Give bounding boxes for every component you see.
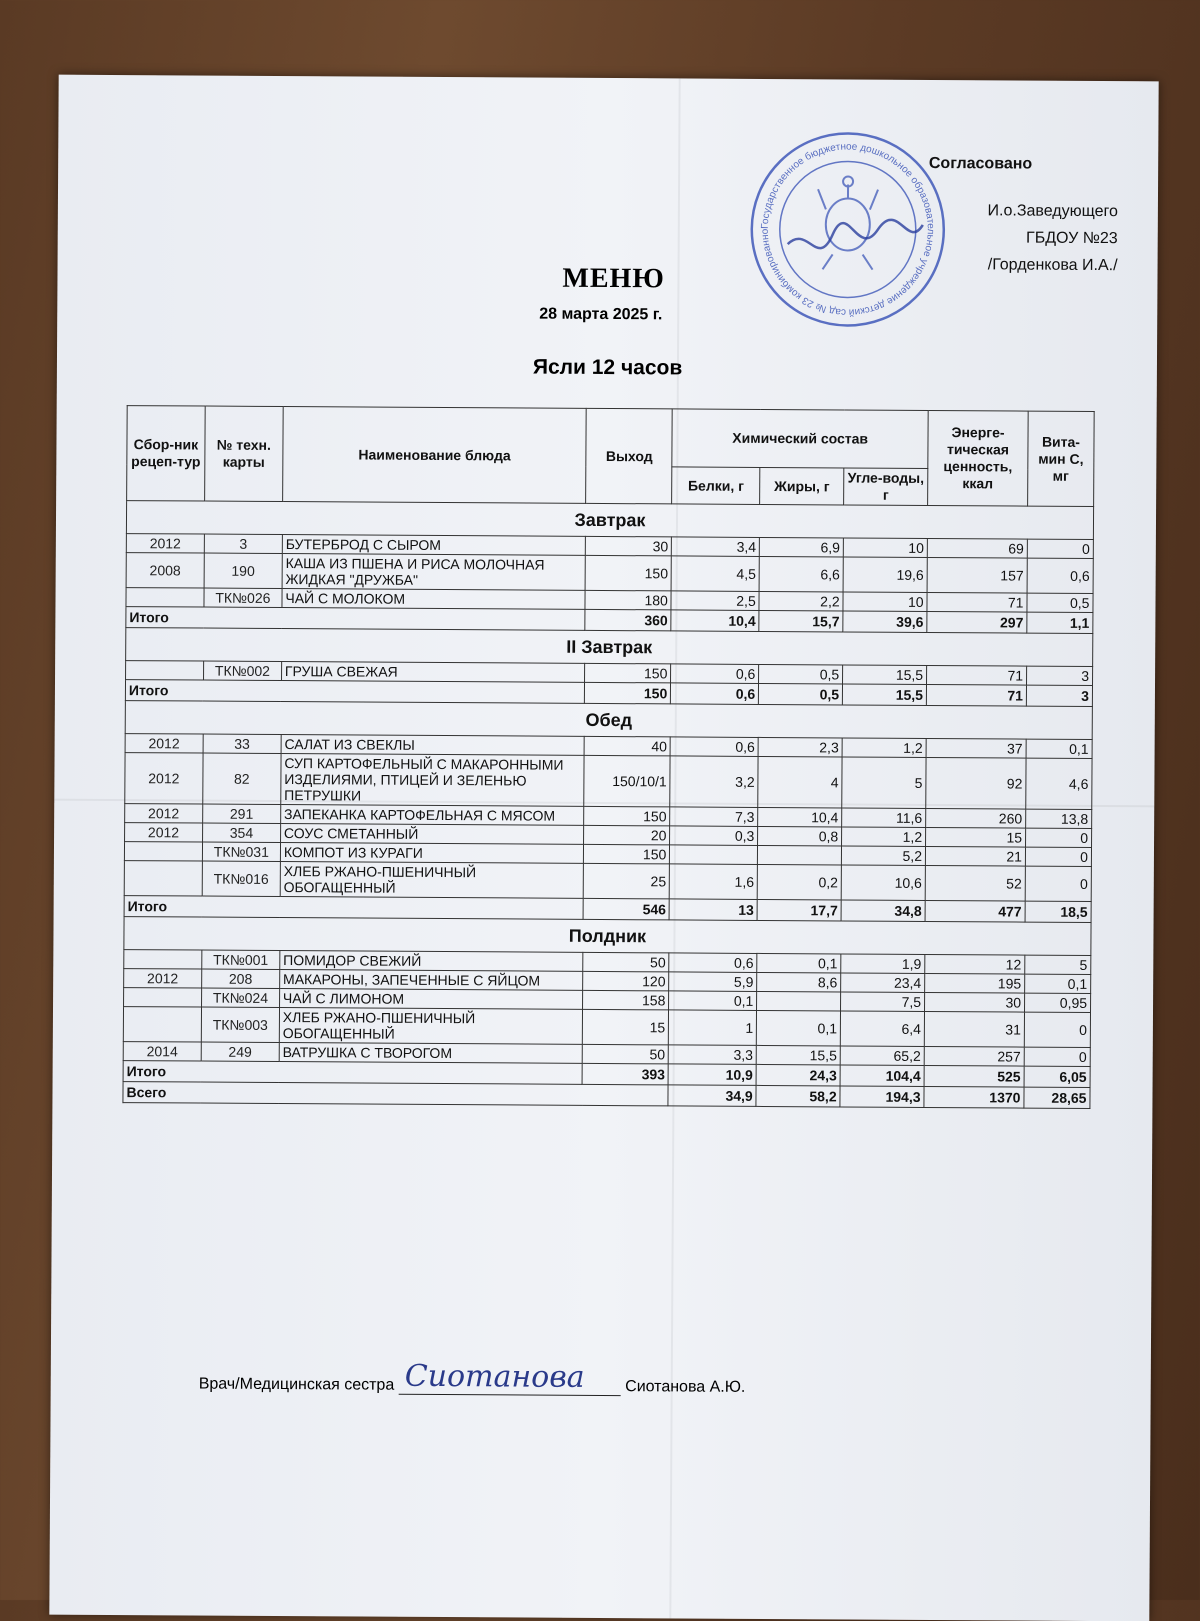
menu-table <box>122 405 1094 1109</box>
cell-card: 33 <box>203 734 281 753</box>
cell-collection: 2012 <box>124 969 202 988</box>
cell-carbs: 6,4 <box>840 1011 924 1047</box>
cell-carbs: 23,4 <box>841 973 925 993</box>
cell-vitamin-c: 0,6 <box>1027 558 1093 593</box>
total-label: Итого <box>125 680 585 704</box>
cell-carbs: 1,2 <box>842 738 926 758</box>
cell-yield: 50 <box>583 1044 669 1064</box>
cell-carbs: 65,2 <box>840 1046 924 1066</box>
cell-yield: 150 <box>585 663 671 683</box>
cell-energy: 260 <box>926 808 1026 828</box>
cell-energy: 15 <box>926 827 1026 847</box>
cell-yield: 150 <box>584 806 670 826</box>
cell-fat: 6,6 <box>759 556 843 592</box>
total-label: Итого <box>123 1061 583 1085</box>
total-vitamin-c: 18,5 <box>1025 901 1091 922</box>
cell-card: 208 <box>202 969 280 988</box>
cell-energy: 30 <box>925 992 1025 1012</box>
cell-carbs: 1,2 <box>842 827 926 847</box>
header-dish: Наименование блюда <box>282 407 586 504</box>
cell-vitamin-c: 4,6 <box>1026 758 1092 809</box>
section-title: Завтрак <box>126 501 1093 540</box>
table-row <box>126 553 1093 594</box>
cell-carbs: 10,6 <box>841 865 925 901</box>
cell-energy: 257 <box>924 1046 1024 1066</box>
cell-fat: 0,1 <box>757 953 841 973</box>
cell-card: ТК№031 <box>202 842 280 861</box>
cell-collection <box>126 588 204 607</box>
cell-energy: 52 <box>925 865 1025 901</box>
cell-fat: 15,5 <box>756 1045 840 1065</box>
total-energy: 71 <box>926 684 1026 706</box>
cell-protein: 3,2 <box>670 756 758 808</box>
section-title: Полдник <box>124 917 1091 956</box>
approval-name: /Горденкова И.А./ <box>987 256 1118 275</box>
cell-dish: ВАТРУШКА С ТВОРОГОМ <box>279 1043 583 1064</box>
cell-protein: 0,1 <box>669 991 757 1011</box>
cell-energy: 195 <box>925 973 1025 993</box>
grand-total-carbs: 194,3 <box>840 1086 924 1108</box>
header-energy: Энерге-тическая ценность, ккал <box>928 410 1029 506</box>
cell-card: 3 <box>204 534 282 553</box>
cell-vitamin-c: 13,8 <box>1026 809 1092 828</box>
cell-vitamin-c: 0,95 <box>1025 993 1091 1012</box>
grand-total-vitamin-c: 28,65 <box>1024 1087 1090 1108</box>
cell-fat: 0,1 <box>757 1010 841 1046</box>
total-yield: 150 <box>585 682 671 704</box>
signature-role: Врач/Медицинская сестра <box>198 1375 395 1394</box>
cell-fat: 2,2 <box>759 591 843 611</box>
total-carbs: 104,4 <box>840 1065 924 1087</box>
cell-collection <box>124 950 202 969</box>
cell-dish: ХЛЕБ РЖАНО-ПШЕНИЧНЫЙ ОБОГАЩЕННЫЙ <box>280 862 584 899</box>
cell-yield: 180 <box>585 590 671 610</box>
total-energy: 477 <box>925 900 1025 922</box>
total-carbs: 39,6 <box>843 611 927 633</box>
table-row <box>123 1007 1090 1048</box>
cell-energy: 31 <box>924 1011 1024 1047</box>
grand-total-energy: 1370 <box>924 1086 1024 1108</box>
cell-fat: 2,3 <box>758 737 842 757</box>
cell-protein: 5,9 <box>669 972 757 992</box>
cell-dish: ГРУША СВЕЖАЯ <box>281 662 585 683</box>
cell-vitamin-c: 3 <box>1027 666 1093 685</box>
signature-block <box>198 1358 959 1399</box>
total-fat: 15,7 <box>759 610 843 632</box>
cell-carbs: 10 <box>843 592 927 612</box>
total-fat: 24,3 <box>756 1064 840 1086</box>
approval-agreed: Согласовано <box>928 154 1033 173</box>
cell-yield: 50 <box>583 952 669 972</box>
header-collection: Сбор-ник рецеп-тур <box>127 406 206 501</box>
cell-protein: 1 <box>669 1010 757 1046</box>
cell-fat: 4 <box>758 756 842 808</box>
cell-energy: 21 <box>925 846 1025 866</box>
cell-carbs: 19,6 <box>843 557 927 593</box>
total-label: Итого <box>124 896 584 920</box>
cell-fat: 8,6 <box>757 972 841 992</box>
svg-text:Сиотанова: Сиотанова <box>404 1358 585 1395</box>
total-carbs: 34,8 <box>841 900 925 922</box>
cell-energy: 12 <box>925 954 1025 974</box>
cell-vitamin-c: 0 <box>1025 847 1091 866</box>
cell-vitamin-c: 0 <box>1025 866 1091 901</box>
cell-collection <box>124 988 202 1007</box>
section-title: Обед <box>125 701 1092 740</box>
cell-vitamin-c: 0,5 <box>1027 593 1093 612</box>
cell-yield: 40 <box>584 736 670 756</box>
cell-card: 291 <box>203 804 281 823</box>
cell-collection <box>124 861 202 896</box>
approval-block <box>928 150 1118 279</box>
header-chemical: Химический состав <box>672 409 928 469</box>
total-fat: 17,7 <box>757 899 841 921</box>
cell-protein: 0,3 <box>670 826 758 846</box>
cell-collection <box>124 842 202 861</box>
cell-fat: 10,4 <box>758 807 842 827</box>
signature-line <box>399 1358 621 1396</box>
cell-energy: 157 <box>927 557 1027 593</box>
total-yield: 546 <box>583 898 669 920</box>
cell-fat: 0,2 <box>757 864 841 900</box>
cell-yield: 20 <box>584 825 670 845</box>
cell-dish: ЧАЙ С ЛИМОНОМ <box>279 989 583 1010</box>
header-yield: Выход <box>586 408 673 504</box>
cell-dish: ПОМИДОР СВЕЖИЙ <box>280 951 584 972</box>
total-protein: 10,9 <box>668 1064 756 1086</box>
cell-collection: 2012 <box>125 804 203 823</box>
grand-total-protein: 34,9 <box>668 1085 756 1107</box>
header-vitamin-c: Вита-мин С, мг <box>1028 411 1095 506</box>
cell-vitamin-c: 0 <box>1027 539 1093 558</box>
document-title: МЕНЮ <box>562 262 665 295</box>
cell-yield: 150/10/1 <box>584 755 670 807</box>
total-vitamin-c: 6,05 <box>1024 1066 1090 1087</box>
cell-carbs: 7,5 <box>841 992 925 1012</box>
cell-energy: 71 <box>927 665 1027 685</box>
section-title: II Завтрак <box>126 628 1093 667</box>
cell-card: ТК№024 <box>201 988 279 1007</box>
cell-card: 354 <box>202 823 280 842</box>
total-yield: 393 <box>582 1063 668 1085</box>
cell-carbs: 1,9 <box>841 954 925 974</box>
cell-dish: КОМПОТ ИЗ КУРАГИ <box>280 843 584 864</box>
signature-name: Сиотанова А.Ю. <box>625 1378 746 1396</box>
cell-protein: 4,5 <box>671 556 759 592</box>
cell-collection: 2008 <box>126 553 204 588</box>
total-carbs: 15,5 <box>843 684 927 706</box>
cell-dish: БУТЕРБРОД С СЫРОМ <box>282 535 586 556</box>
cell-dish: МАКАРОНЫ, ЗАПЕЧЕННЫЕ С ЯЙЦОМ <box>280 970 584 991</box>
handwritten-signature <box>399 1352 621 1397</box>
total-energy: 525 <box>924 1065 1024 1087</box>
cell-protein: 3,4 <box>672 537 760 557</box>
header-card: № техн. карты <box>205 406 284 501</box>
cell-card: 249 <box>201 1042 279 1061</box>
total-vitamin-c: 1,1 <box>1027 612 1093 633</box>
cell-collection <box>123 1007 201 1042</box>
menu-body <box>123 501 1094 1109</box>
cell-yield: 15 <box>583 1009 669 1045</box>
cell-vitamin-c: 0,1 <box>1026 739 1092 758</box>
cell-protein: 0,6 <box>670 737 758 757</box>
cell-card: ТК№002 <box>203 661 281 680</box>
cell-fat <box>757 991 841 1011</box>
cell-dish: СУП КАРТОФЕЛЬНЫЙ С МАКАРОННЫМИ ИЗДЕЛИЯМИ, ПТИЦЕЙ И ЗЕЛЕНЬЮ ПЕТРУШКИ <box>281 754 585 807</box>
cell-protein: 0,6 <box>671 664 759 684</box>
menu-document <box>49 75 1158 1621</box>
total-energy: 297 <box>927 611 1027 633</box>
group-name: Ясли 12 часов <box>532 355 683 380</box>
cell-dish: ХЛЕБ РЖАНО-ПШЕНИЧНЫЙ ОБОГАЩЕННЫЙ <box>279 1008 583 1045</box>
cell-fat: 0,8 <box>758 826 842 846</box>
stamp-text: Государственное бюджетное дошкольное образовательное учреждение детский сад № 23 комбинированного <box>759 141 936 318</box>
cell-dish: ЗАПЕКАНКА КАРТОФЕЛЬНАЯ С МЯСОМ <box>281 805 585 826</box>
cell-energy: 69 <box>927 538 1027 558</box>
approval-position: И.о.Заведующего <box>987 202 1118 221</box>
total-label: Итого <box>126 607 586 631</box>
organization-stamp <box>747 129 948 330</box>
cell-dish: ЧАЙ С МОЛОКОМ <box>282 589 586 610</box>
cell-carbs: 10 <box>843 538 927 558</box>
cell-yield: 30 <box>586 536 672 556</box>
cell-collection: 2012 <box>125 734 203 753</box>
table-row <box>125 753 1092 810</box>
cell-card: ТК№003 <box>201 1007 279 1042</box>
cell-collection: 2012 <box>125 823 203 842</box>
cell-card: ТК№016 <box>202 861 280 896</box>
grand-total-row <box>123 1082 1090 1109</box>
cell-fat: 6,9 <box>760 537 844 557</box>
cell-card: ТК№026 <box>204 588 282 607</box>
approval-org: ГБДОУ №23 <box>1026 229 1118 248</box>
cell-protein: 3,3 <box>669 1045 757 1065</box>
cell-yield: 150 <box>584 844 670 864</box>
cell-protein: 7,3 <box>670 807 758 827</box>
cell-card: 82 <box>203 753 281 804</box>
cell-vitamin-c: 0,1 <box>1025 974 1091 993</box>
grand-total-fat: 58,2 <box>756 1085 840 1107</box>
cell-collection: 2014 <box>123 1042 201 1061</box>
cell-protein: 1,6 <box>670 864 758 900</box>
cell-carbs: 5 <box>842 757 926 809</box>
cell-card: ТК№001 <box>202 950 280 969</box>
total-protein: 0,6 <box>671 683 759 705</box>
cell-dish: КАША ИЗ ПШЕНА И РИСА МОЛОЧНАЯ ЖИДКАЯ "ДРУЖБА" <box>282 554 586 591</box>
cell-carbs: 15,5 <box>843 665 927 685</box>
total-fat: 0,5 <box>759 683 843 705</box>
header-fat: Жиры, г <box>760 467 844 505</box>
cell-dish: СОУС СМЕТАННЫЙ <box>280 824 584 845</box>
cell-energy: 71 <box>927 592 1027 612</box>
document-date: 28 марта 2025 г. <box>539 305 663 324</box>
cell-protein <box>670 845 758 865</box>
cell-fat: 0,5 <box>759 664 843 684</box>
cell-vitamin-c: 5 <box>1025 955 1091 974</box>
table-row <box>124 861 1091 902</box>
cell-energy: 37 <box>926 738 1026 758</box>
cell-collection: 2012 <box>126 534 204 553</box>
cell-yield: 158 <box>583 990 669 1010</box>
cell-vitamin-c: 0 <box>1024 1047 1090 1066</box>
cell-vitamin-c: 0 <box>1024 1012 1090 1047</box>
cell-vitamin-c: 0 <box>1026 828 1092 847</box>
total-protein: 10,4 <box>671 610 759 632</box>
cell-fat <box>758 845 842 865</box>
header-carbs: Угле-воды, г <box>844 468 928 506</box>
cell-collection <box>126 661 204 680</box>
total-yield: 360 <box>585 609 671 631</box>
cell-dish: САЛАТ ИЗ СВЕКЛЫ <box>281 735 585 756</box>
grand-total-label: Всего <box>123 1082 668 1106</box>
header-protein: Белки, г <box>672 467 760 505</box>
cell-carbs: 5,2 <box>842 846 926 866</box>
cell-yield: 120 <box>583 971 669 991</box>
cell-collection: 2012 <box>125 753 203 804</box>
cell-yield: 25 <box>584 863 670 899</box>
total-protein: 13 <box>669 899 757 921</box>
cell-protein: 0,6 <box>669 953 757 973</box>
cell-yield: 150 <box>585 555 671 591</box>
cell-protein: 2,5 <box>671 591 759 611</box>
cell-card: 190 <box>204 553 282 588</box>
total-vitamin-c: 3 <box>1026 685 1092 706</box>
cell-energy: 92 <box>926 757 1026 809</box>
cell-carbs: 11,6 <box>842 808 926 828</box>
